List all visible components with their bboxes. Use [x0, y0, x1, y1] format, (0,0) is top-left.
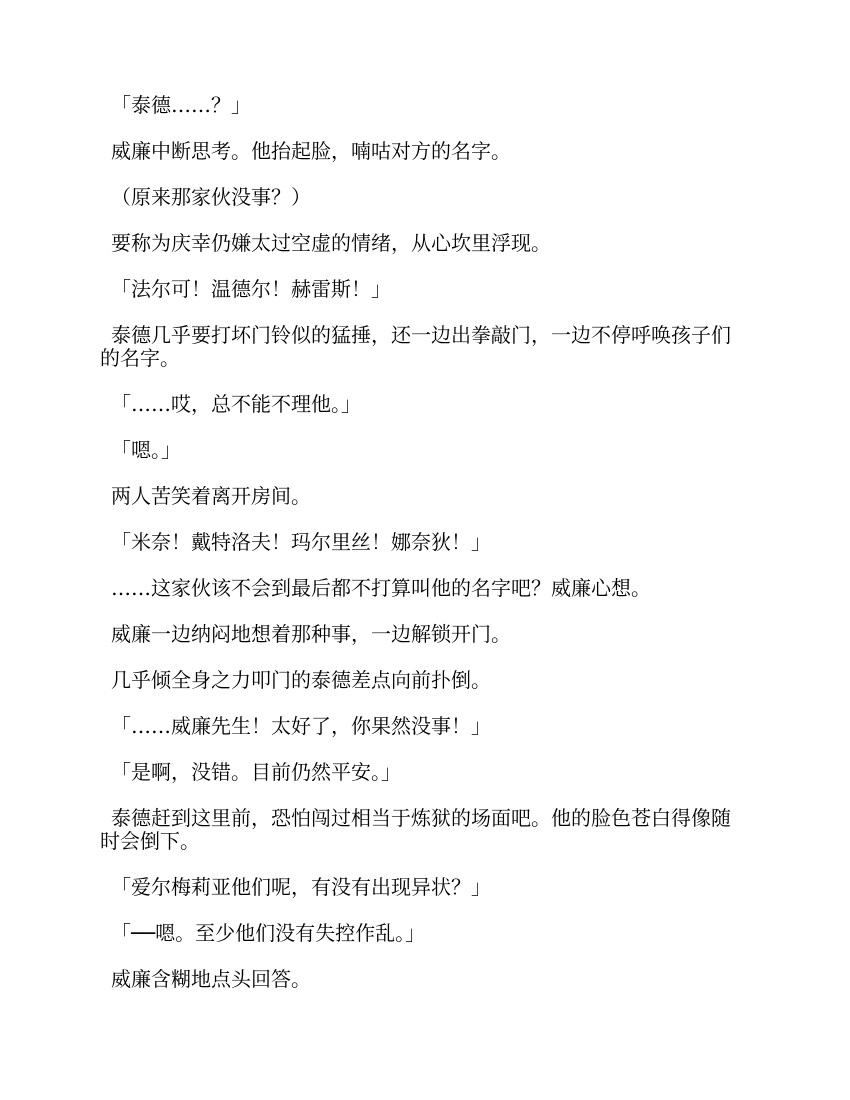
paragraph: 威廉一边纳闷地想着那种事，一边解锁开门。 — [111, 622, 511, 646]
paragraph: 「……哎，总不能不理他。」 — [111, 392, 361, 416]
paragraph: 泰德几乎要打坏门铃似的猛捶，还一边出拳敲门，一边不停呼唤孩子们的名字。 — [100, 323, 731, 370]
paragraph: 「……威廉先生！太好了，你果然没事！」 — [111, 714, 491, 738]
paragraph: 「爱尔梅莉亚他们呢，有没有出现异状？」 — [111, 875, 491, 899]
paragraph: 威廉含糊地点头回答。 — [111, 967, 311, 991]
paragraph: ……这家伙该不会到最后都不打算叫他的名字吧？威廉心想。 — [111, 576, 651, 600]
paragraph: （原来那家伙没事？） — [111, 185, 311, 209]
paragraph: 两人苦笑着离开房间。 — [111, 484, 311, 508]
paragraph: 泰德赶到这里前，恐怕闯过相当于炼狱的场面吧。他的脸色苍白得像随时会倒下。 — [100, 806, 731, 853]
paragraph: 「泰德……？」 — [111, 93, 251, 117]
body-text — [100, 94, 748, 1014]
paragraph: 「米奈！戴特洛夫！玛尔里丝！娜奈狄！」 — [111, 530, 491, 554]
paragraph: 「嗯。」 — [111, 438, 181, 462]
paragraph: 「──嗯。至少他们没有失控作乱。」 — [111, 921, 426, 945]
paragraph: 「法尔可！温德尔！赫雷斯！」 — [111, 277, 391, 301]
paragraph: 威廉中断思考。他抬起脸，喃咕对方的名字。 — [111, 139, 511, 163]
paragraph: 要称为庆幸仍嫌太过空虚的情绪，从心坎里浮现。 — [111, 231, 551, 255]
paragraph: 「是啊，没错。目前仍然平安。」 — [111, 760, 401, 784]
paragraph: 几乎倾全身之力叩门的泰德差点向前扑倒。 — [111, 668, 491, 692]
